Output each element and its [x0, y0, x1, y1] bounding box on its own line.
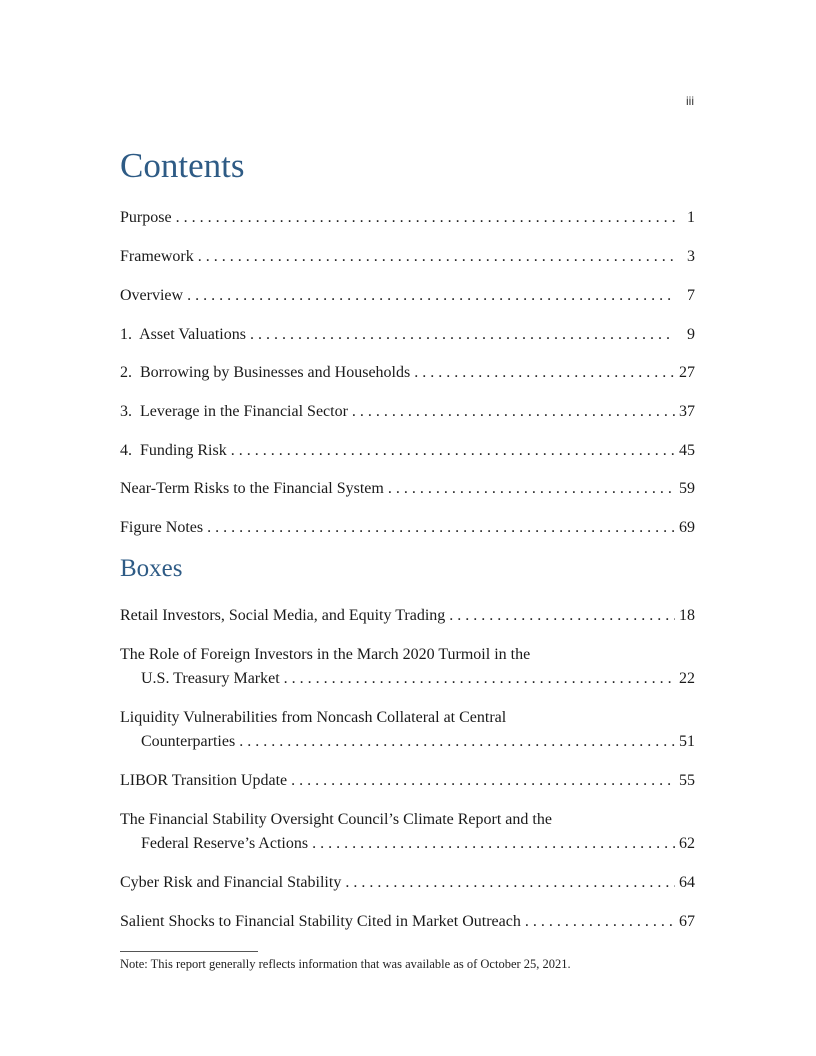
box-entry-foreign-investors[interactable]	[120, 643, 695, 706]
box-entry-label: LIBOR Transition Update	[120, 772, 288, 789]
contents-heading: Contents	[120, 146, 245, 185]
boxes-list	[120, 604, 695, 940]
dot-leader	[525, 910, 675, 934]
toc-entry-page: 45	[679, 442, 695, 459]
toc-entry-borrowing[interactable]	[120, 361, 695, 400]
box-entry-page: 55	[679, 772, 695, 789]
toc-entry-page: 1	[687, 209, 695, 226]
dot-leader	[352, 400, 675, 424]
box-entry-label: Federal Reserve’s Actions	[141, 835, 309, 852]
box-entry-title-line: Liquidity Vulnerabilities from Noncash Collateral at Central	[120, 709, 507, 726]
toc-entry-page: 27	[679, 364, 695, 381]
dot-leader	[291, 769, 675, 793]
toc-entry-label: Figure Notes	[120, 519, 204, 536]
box-entry-label: Salient Shocks to Financial Stability Cited in Market Outreach	[120, 913, 521, 930]
contents-list	[120, 206, 695, 546]
footnote: Note: This report generally reflects information that was available as of October 25, 2021.	[120, 957, 571, 971]
toc-entry-page: 59	[679, 480, 695, 497]
toc-entry-page: 9	[687, 326, 695, 343]
dot-leader	[231, 439, 675, 463]
toc-entry-page: 3	[687, 248, 695, 265]
dot-leader	[312, 832, 675, 856]
dot-leader	[414, 361, 675, 385]
box-entry-cyber-risk[interactable]	[120, 871, 695, 910]
dot-leader	[449, 604, 675, 628]
box-entry-page: 64	[679, 874, 695, 891]
toc-entry-label: 4. Funding Risk	[120, 442, 227, 459]
dot-leader	[207, 516, 675, 540]
toc-entry-page: 69	[679, 519, 695, 536]
dot-leader	[388, 477, 675, 501]
toc-entry-label: Framework	[120, 248, 194, 265]
box-entry-liquidity-vulnerabilities[interactable]	[120, 706, 695, 769]
box-entry-label: Retail Investors, Social Media, and Equity Trading	[120, 607, 446, 624]
footnote-divider	[120, 951, 258, 952]
dot-leader	[187, 284, 675, 308]
toc-entry-label: 3. Leverage in the Financial Sector	[120, 403, 348, 420]
box-entry-title-line: The Role of Foreign Investors in the March 2020 Turmoil in the	[120, 646, 531, 663]
dot-leader	[176, 206, 675, 230]
toc-entry-leverage[interactable]	[120, 400, 695, 439]
box-entry-label: Counterparties	[141, 733, 236, 750]
toc-entry-label: Purpose	[120, 209, 172, 226]
toc-entry-purpose[interactable]	[120, 206, 695, 245]
dot-leader	[345, 871, 675, 895]
dot-leader	[284, 667, 675, 691]
box-entry-page: 51	[679, 733, 695, 750]
toc-entry-framework[interactable]	[120, 245, 695, 284]
box-entry-page: 62	[679, 835, 695, 852]
box-entry-salient-shocks[interactable]	[120, 910, 695, 940]
box-entry-title-line: The Financial Stability Oversight Council’s Climate Report and the	[120, 811, 552, 828]
box-entry-fsoc-climate[interactable]	[120, 808, 695, 871]
toc-entry-label: Near-Term Risks to the Financial System	[120, 480, 384, 497]
box-entry-page: 67	[679, 913, 695, 930]
box-entry-label: Cyber Risk and Financial Stability	[120, 874, 342, 891]
toc-entry-label: 2. Borrowing by Businesses and Households	[120, 364, 411, 381]
toc-entry-label: Overview	[120, 287, 184, 304]
box-entry-label: U.S. Treasury Market	[141, 670, 280, 687]
box-entry-libor-transition[interactable]	[120, 769, 695, 808]
box-entry-retail-investors[interactable]	[120, 604, 695, 643]
toc-entry-label: 1. Asset Valuations	[120, 326, 246, 343]
toc-entry-asset-valuations[interactable]	[120, 323, 695, 361]
page-number: iii	[686, 94, 694, 108]
dot-leader	[198, 245, 675, 269]
toc-entry-near-term-risks[interactable]	[120, 477, 695, 516]
dot-leader	[239, 730, 675, 754]
toc-entry-page: 7	[687, 287, 695, 304]
toc-entry-page: 37	[679, 403, 695, 420]
dot-leader	[250, 323, 675, 347]
toc-entry-funding-risk[interactable]	[120, 439, 695, 477]
toc-entry-figure-notes[interactable]	[120, 516, 695, 546]
box-entry-page: 22	[679, 670, 695, 687]
boxes-heading: Boxes	[120, 555, 183, 582]
toc-entry-overview[interactable]	[120, 284, 695, 323]
box-entry-page: 18	[679, 607, 695, 624]
